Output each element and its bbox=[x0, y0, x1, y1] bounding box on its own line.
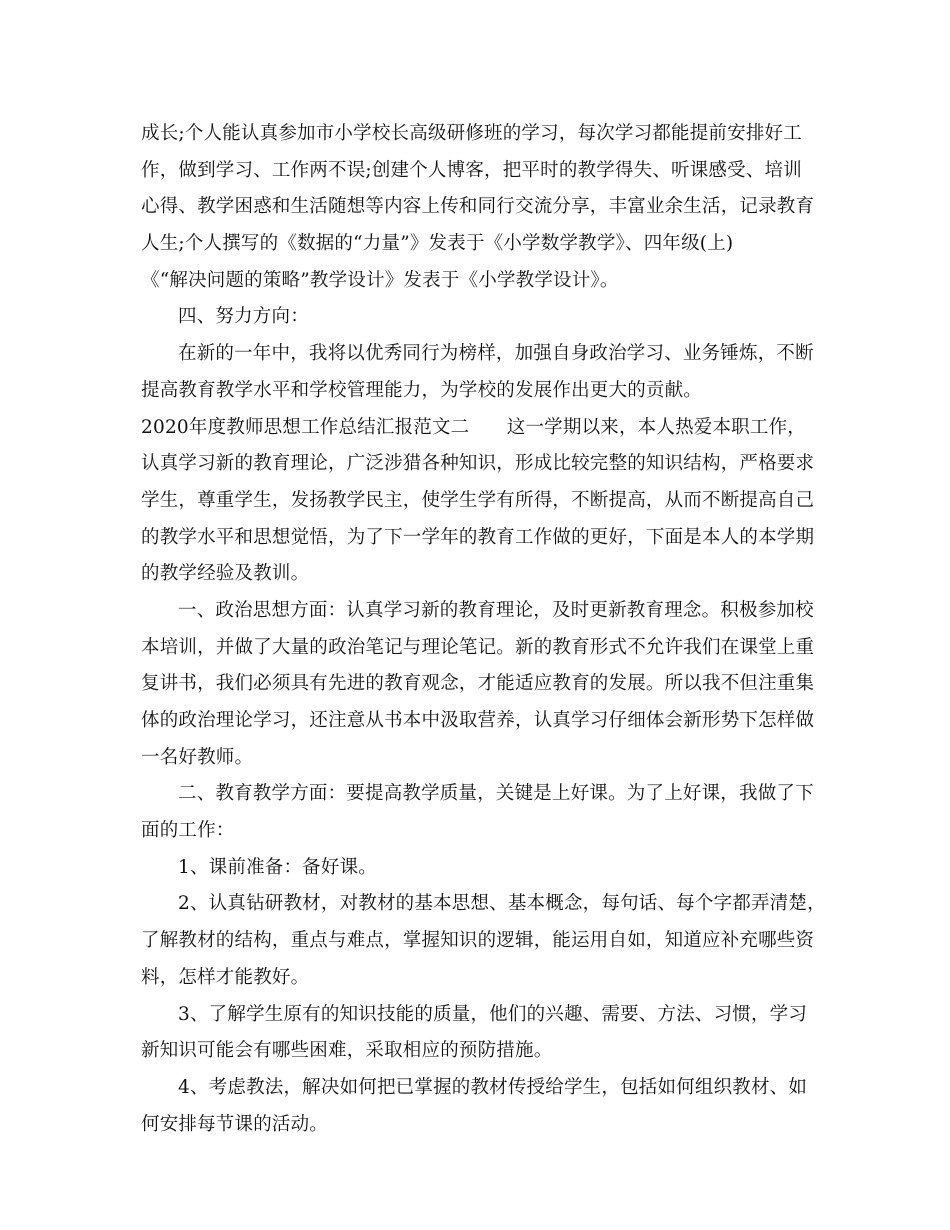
text-line: 《“解决问题的策略”教学设计》发表于《小学教学设计》。 bbox=[141, 269, 619, 291]
text-line: 在新的一年中，我将以优秀同行为榜样，加强自身政治学习、业务锤炼，不断 bbox=[178, 343, 814, 365]
section-heading: 一、政治思想方面：认真学习新的教育理论，及时更新教育理念。积极参加校 bbox=[178, 599, 814, 621]
section-heading: 四、努力方向： bbox=[178, 306, 309, 328]
text-line: 一名好教师。 bbox=[141, 746, 254, 768]
section-heading: 二、教育教学方面：要提高教学质量，关键是上好课。为了上好课，我做了下 bbox=[178, 783, 814, 805]
list-item: 3、了解学生原有的知识技能的质量，他们的兴趣、需要、方法、习惯，学习 bbox=[178, 1003, 808, 1025]
list-item: 1、课前准备：备好课。 bbox=[178, 856, 377, 878]
list-item: 4、考虑教法，解决如何把已掌握的教材传授给学生，包括如何组织教材、如 bbox=[178, 1076, 808, 1098]
text-line: 何安排每节课的活动。 bbox=[141, 1113, 329, 1135]
text-line: 学生，尊重学生，发扬教学民主，使学生学有所得，不断提高，从而不断提高自己 bbox=[141, 489, 815, 511]
text-line: 复讲书，我们必须具有先进的教育观念，才能适应教育的发展。所以我不但注重集 bbox=[141, 673, 815, 695]
text-line: 提高教育教学水平和学校管理能力，为学校的发展作出更大的贡献。 bbox=[141, 379, 703, 401]
article-title-line: 2020年度教师思想工作总结汇报范文二 这一学期以来，本人热爱本职工作， bbox=[141, 416, 806, 438]
text-line: 了解教材的结构，重点与难点，掌握知识的逻辑，能运用自如，知道应补充哪些资 bbox=[141, 930, 815, 952]
text-line: 的教学经验及教训。 bbox=[141, 563, 310, 585]
text-line: 作，做到学习、工作两不误;创建个人博客，把平时的教学得失、听课感受、培训 bbox=[141, 159, 802, 181]
text-line: 新知识可能会有哪些困难，采取相应的预防措施。 bbox=[141, 1040, 553, 1062]
text-line: 的教学水平和思想觉悟，为了下一学年的教育工作做的更好，下面是本人的本学期 bbox=[141, 526, 815, 548]
text-line: 成长;个人能认真参加市小学校长高级研修班的学习，每次学习都能提前安排好工 bbox=[141, 123, 802, 144]
text-line: 心得、教学困惑和生活随想等内容上传和同行交流分享，丰富业余生活，记录教育 bbox=[141, 196, 815, 218]
text-line: 面的工作： bbox=[141, 820, 235, 842]
text-line: 料，怎样才能教好。 bbox=[141, 966, 310, 988]
text-line: 体的政治理论学习，还注意从书本中汲取营养，认真学习仔细体会新形势下怎样做 bbox=[141, 710, 815, 731]
text-line: 认真学习新的教育理论，广泛涉猎各种知识，形成比较完整的知识结构，严格要求 bbox=[141, 453, 815, 475]
document-body bbox=[141, 116, 826, 1143]
text-line: 人生;个人撰写的《数据的“力量”》发表于《小学数学教学》、四年级(上) bbox=[141, 233, 734, 255]
list-item: 2、认真钻研教材，对教材的基本思想、基本概念，每句话、每个字都弄清楚， bbox=[178, 893, 826, 915]
text-line: 本培训，并做了大量的政治笔记与理论笔记。新的教育形式不允许我们在课堂上重 bbox=[141, 636, 815, 658]
